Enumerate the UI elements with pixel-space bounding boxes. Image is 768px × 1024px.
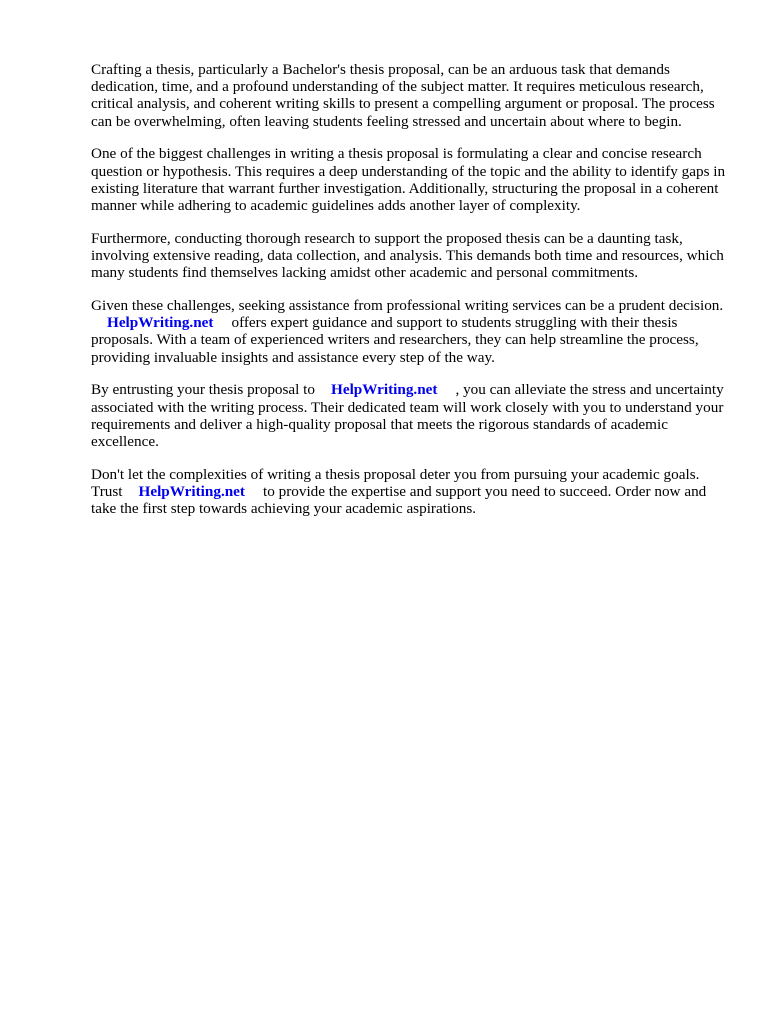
paragraph-text: One of the biggest challenges in writing a thesis proposal is formulating a clear and concise research question or hypothesis. This requires a deep understanding of the topic and the ability to identify gaps in existing literature that warrant further investigation. Additionally, structuring the proposal in a coherent manner while adhering to academic guidelines adds another layer of complexity. bbox=[91, 145, 726, 215]
paragraph-text-after: , you can alleviate the stress and uncertainty associated with the writing process. Their dedicated team will work closely with you to understand your requirements and deliver a high-quality proposal that meets the rigorous standards of academic excellence. bbox=[91, 381, 724, 451]
paragraph-closing bbox=[91, 466, 731, 518]
document-body bbox=[91, 61, 731, 533]
helpwriting-link[interactable]: HelpWriting.net bbox=[107, 314, 214, 332]
paragraph-assistance bbox=[91, 297, 731, 366]
paragraph-text-before: By entrusting your thesis proposal to bbox=[91, 381, 316, 399]
paragraph-research bbox=[91, 230, 731, 282]
paragraph-challenges bbox=[91, 145, 731, 214]
paragraph-entrusting bbox=[91, 381, 731, 450]
paragraph-text-before: Given these challenges, seeking assistance from professional writing services can be a prudent decision. bbox=[91, 297, 724, 315]
paragraph-text-after: to provide the expertise and support you need to succeed. Order now and take the first step towards achieving your academic aspirations. bbox=[91, 483, 707, 518]
paragraph-text-after: offers expert guidance and support to students struggling with their thesis proposals. With a team of experienced writers and researchers, they can help streamline the process, providing invaluable insights and assistance every step of the way. bbox=[91, 314, 699, 366]
paragraph-text: Crafting a thesis, particularly a Bachelor's thesis proposal, can be an arduous task that demands dedication, time, and a profound understanding of the subject matter. It requires meticulous research, critical analysis, and coherent writing skills to present a compelling argument or proposal. The process can be overwhelming, often leaving students feeling stressed and uncertain about where to begin. bbox=[91, 61, 715, 130]
helpwriting-link[interactable]: HelpWriting.net bbox=[331, 381, 438, 399]
paragraph-text: Furthermore, conducting thorough research to support the proposed thesis can be a daunting task, involving extensive reading, data collection, and analysis. This demands both time and resources, which many students find themselves lacking amidst other academic and personal commitments. bbox=[91, 229, 724, 282]
helpwriting-link[interactable]: HelpWriting.net bbox=[138, 483, 245, 501]
paragraph-intro bbox=[91, 61, 731, 130]
paragraph-text-before: Don't let the complexities of writing a thesis proposal deter you from pursuing your academic goals. Trust bbox=[91, 465, 700, 501]
